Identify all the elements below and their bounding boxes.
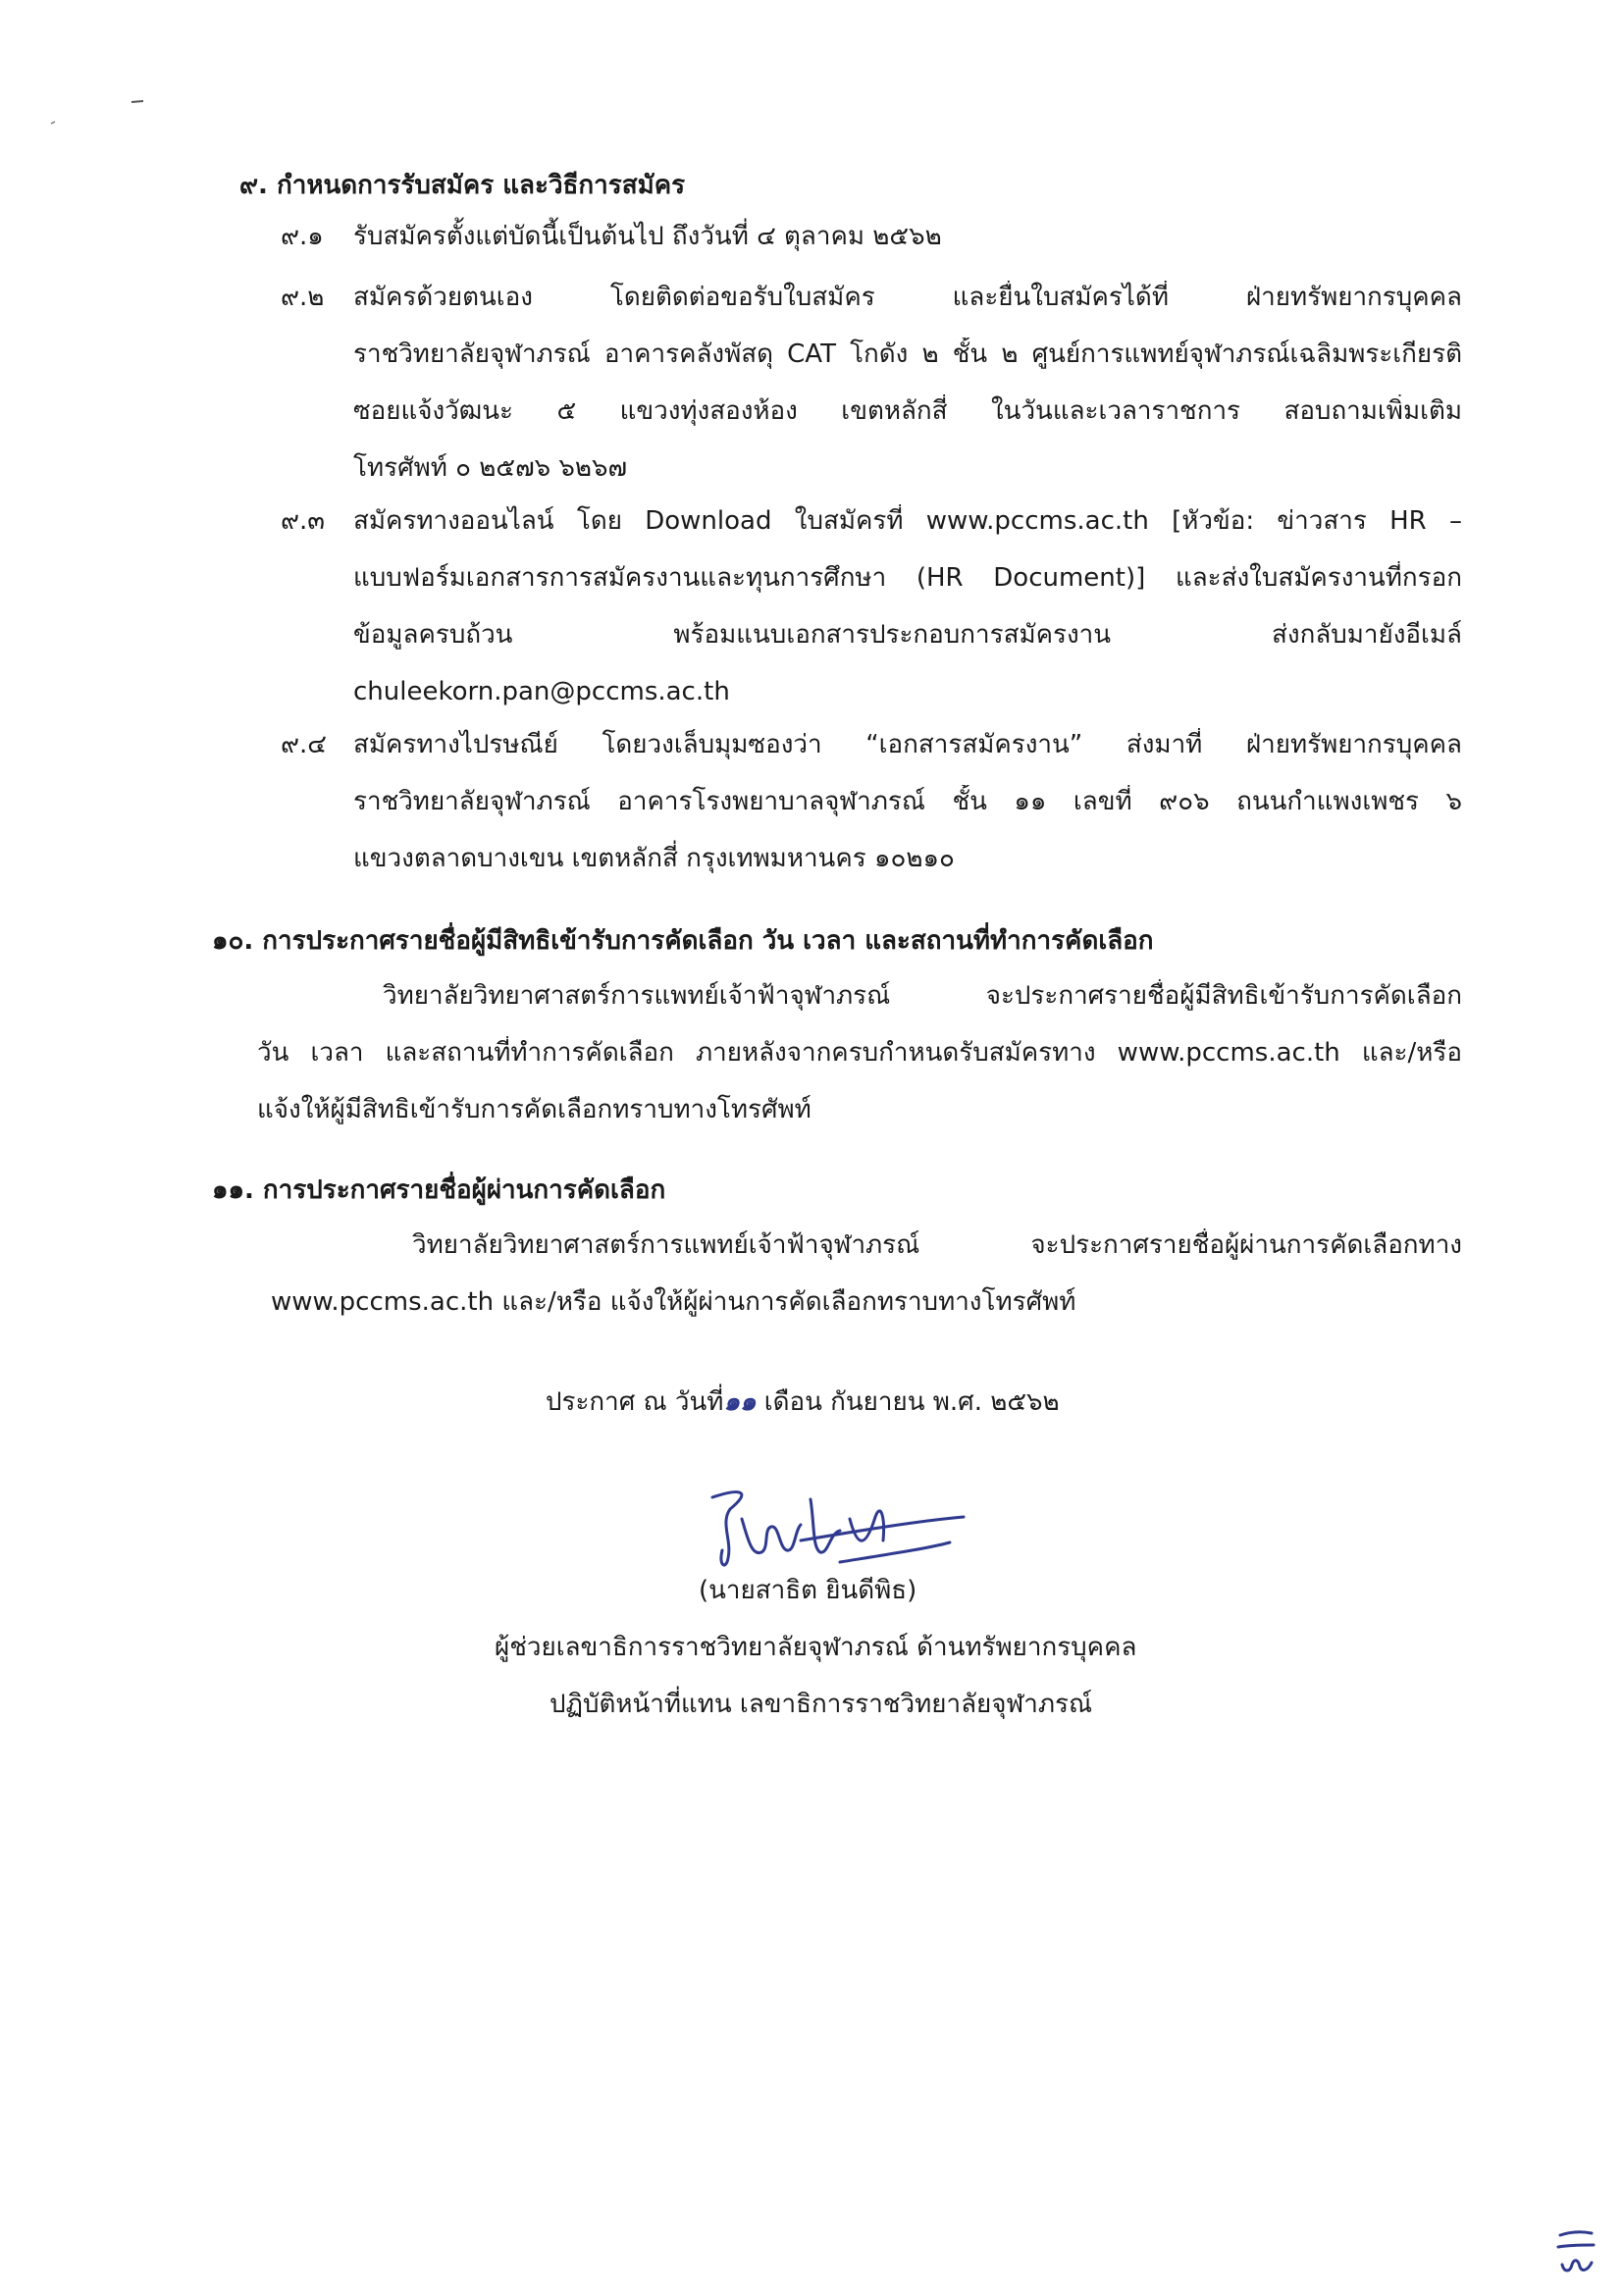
- item-9-2-line: ซอยแจ้งวัฒนะ ๕ แขวงทุ่งสองห้อง เขตหลักสี่ ในวันและเวลาราชการ สอบถามเพิ่มเติม: [353, 396, 1462, 426]
- section-10-heading: ๑๐. การประกาศรายชื่อผู้มีสิทธิเข้ารับการคัดเลือก วัน เวลา และสถานที่ทำการคัดเลือก: [212, 926, 1154, 956]
- announcement-suffix: เดือน กันยายน พ.ศ. ๒๕๖๒: [763, 1387, 1060, 1417]
- section-11-line: วิทยาลัยวิทยาศาสตร์การแพทย์เจ้าฟ้าจุฬาภรณ์ จะประกาศรายชื่อผู้ผ่านการคัดเลือกทาง: [412, 1230, 1462, 1260]
- signatory-position-line-2: ปฏิบัติหน้าที่แทน เลขาธิการราชวิทยาลัยจุฬาภรณ์: [550, 1690, 1093, 1719]
- initials-mark: [1552, 2225, 1601, 2279]
- section-11-line: www.pccms.ac.th และ/หรือ แจ้งให้ผู้ผ่านการคัดเลือกทราบทางโทรศัพท์: [271, 1287, 1076, 1317]
- section-11-heading: ๑๑. การประกาศรายชื่อผู้ผ่านการคัดเลือก: [212, 1175, 666, 1205]
- announcement-date: [546, 1385, 1060, 1419]
- item-9-2-number: ๙.๒: [281, 283, 325, 312]
- item-9-2-line: สมัครด้วยตนเอง โดยติดต่อขอรับใบสมัคร และยื่นใบสมัครได้ที่ ฝ่ายทรัพยากรบุคคล: [353, 283, 1462, 312]
- item-9-3-email: chuleekorn.pan@pccms.ac.th: [353, 677, 730, 706]
- item-9-3-number: ๙.๓: [281, 506, 326, 536]
- handwritten-day: ๑๑: [723, 1387, 757, 1417]
- item-9-1-line: รับสมัครตั้งแต่บัดนี้เป็นต้นไป ถึงวันที่ ๔ ตุลาคม ๒๕๖๒: [353, 222, 942, 251]
- signature: [693, 1480, 977, 1588]
- item-9-4-line: สมัครทางไปรษณีย์ โดยวงเล็บมุมซองว่า “เอกสารสมัครงาน” ส่งมาที่ ฝ่ายทรัพยากรบุคคล: [353, 730, 1462, 759]
- item-9-4-line: แขวงตลาดบางเขน เขตหลักสี่ กรุงเทพมหานคร ๑๐๒๑๐: [353, 844, 955, 873]
- announcement-prefix: ประกาศ ณ วันที่: [546, 1387, 724, 1417]
- item-9-1-number: ๙.๑: [281, 222, 324, 251]
- signatory-position-line-1: ผู้ช่วยเลขาธิการราชวิทยาลัยจุฬาภรณ์ ด้านทรัพยากรบุคคล: [495, 1633, 1137, 1662]
- section-10-line: วิทยาลัยวิทยาศาสตร์การแพทย์เจ้าฟ้าจุฬาภรณ์ จะประกาศรายชื่อผู้มีสิทธิเข้ารับการคัดเลือก: [383, 981, 1462, 1011]
- scan-specks: [43, 96, 151, 135]
- item-9-2-line: โทรศัพท์ ๐ ๒๕๗๖ ๖๒๖๗: [353, 453, 628, 483]
- section-9-heading: ๙. กำหนดการรับสมัคร และวิธีการสมัคร: [239, 171, 686, 200]
- item-9-2-line: ราชวิทยาลัยจุฬาภรณ์ อาคารคลังพัสดุ CAT โกดัง ๒ ชั้น ๒ ศูนย์การแพทย์จุฬาภรณ์เฉลิมพระเกียรติ: [353, 339, 1462, 369]
- item-9-4-number: ๙.๔: [281, 730, 327, 759]
- item-9-4-line: ราชวิทยาลัยจุฬาภรณ์ อาคารโรงพยาบาลจุฬาภรณ์ ชั้น ๑๑ เลขที่ ๙๐๖ ถนนกำแพงเพชร ๖: [353, 787, 1462, 816]
- item-9-3-line: แบบฟอร์มเอกสารการสมัครงานและทุนการศึกษา (HR Document)] และส่งใบสมัครงานที่กรอก: [353, 563, 1462, 593]
- signatory-name: (นายสาธิต ยินดีพิธ): [699, 1576, 917, 1605]
- section-10-line: แจ้งให้ผู้มีสิทธิเข้ารับการคัดเลือกทราบทางโทรศัพท์: [257, 1095, 812, 1124]
- item-9-3-line: ข้อมูลครบถ้วน พร้อมแนบเอกสารประกอบการสมัครงาน ส่งกลับมายังอีเมล์: [353, 620, 1462, 650]
- item-9-3-line: สมัครทางออนไลน์ โดย Download ใบสมัครที่ www.pccms.ac.th [หัวข้อ: ข่าวสาร HR –: [353, 506, 1462, 536]
- section-10-line: วัน เวลา และสถานที่ทำการคัดเลือก ภายหลังจากครบกำหนดรับสมัครทาง www.pccms.ac.th และ/หรือ: [257, 1038, 1462, 1068]
